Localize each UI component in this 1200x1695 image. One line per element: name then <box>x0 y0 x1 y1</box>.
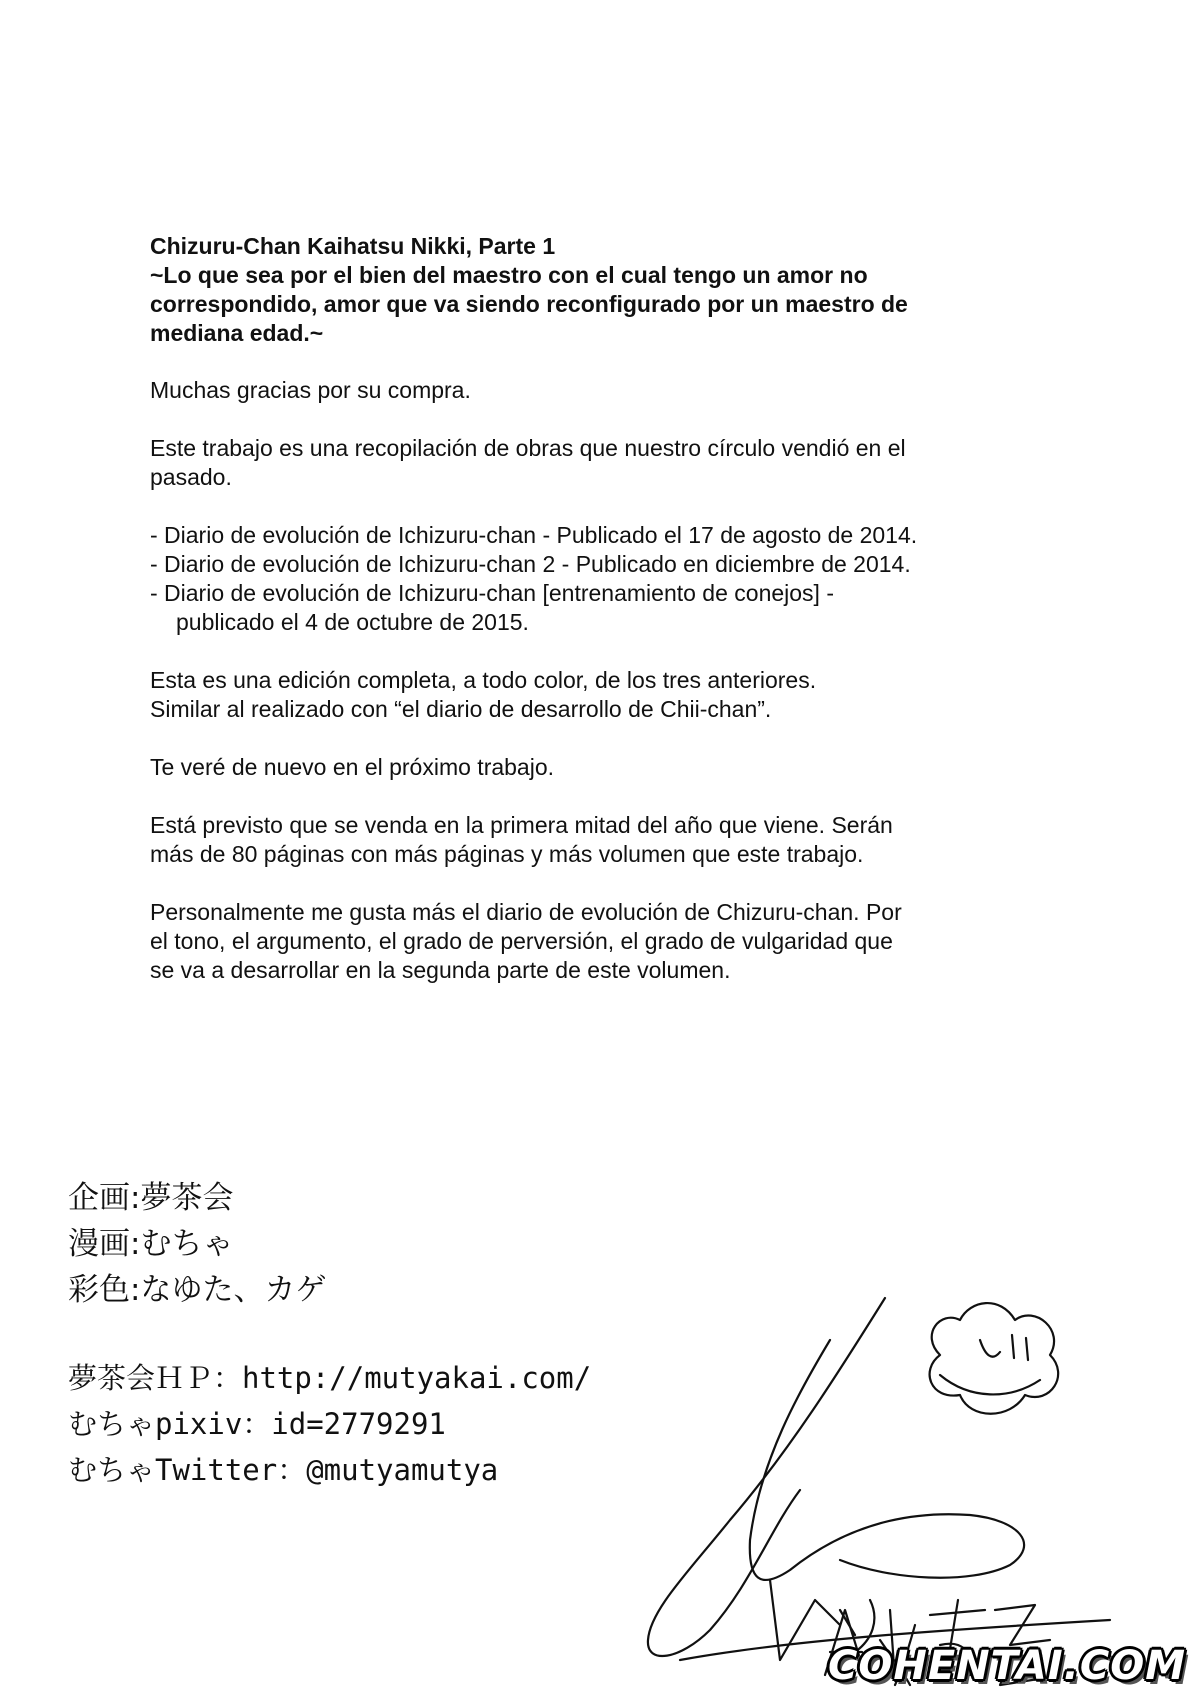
article-title: Chizuru-Chan Kaihatsu Nikki, Parte 1 <box>150 233 556 259</box>
edition-line: Similar al realizado con “el diario de desarrollo de Chii-chan”. <box>150 696 772 722</box>
subtitle-line: mediana edad.~ <box>150 320 324 346</box>
credit-planning: 企画:夢茶会 <box>68 1180 234 1216</box>
thanks-paragraph: Muchas gracias por su compra. <box>150 377 471 403</box>
works-list <box>150 521 1060 637</box>
works-list-continuation: publicado el 4 de octubre de 2015. <box>176 609 529 635</box>
works-list-item: - Diario de evolución de Ichizuru-chan 2 - Publicado en diciembre de 2014. <box>150 551 911 577</box>
next-work-paragraph <box>150 811 1060 869</box>
intro-paragraph <box>150 434 1060 492</box>
credit-coloring: 彩色:なゆた、カゲ <box>68 1272 327 1308</box>
edition-line: Esta es una edición completa, a todo color, de los tres anteriores. <box>150 667 817 693</box>
twitter-link[interactable]: むちゃTwitter：@mutyamutya <box>68 1453 499 1487</box>
opinion-line: el tono, el argumento, el grado de perversión, el grado de vulgaridad que <box>150 928 893 954</box>
intro-line: Este trabajo es una recopilación de obras que nuestro círculo vendió en el <box>150 435 906 461</box>
subtitle-line: correspondido, amor que va siendo reconfigurado por un maestro de <box>150 291 908 317</box>
article-subtitle <box>150 261 1060 348</box>
site-watermark: COHENTAI.COM <box>827 1643 1186 1689</box>
signature-stroke <box>980 1335 1028 1360</box>
homepage-link[interactable]: 夢茶会ＨＰ：http://mutyakai.com/ <box>68 1361 592 1395</box>
signature-stroke <box>750 1340 1024 1580</box>
works-list-item: - Diario de evolución de Ichizuru-chan - Publicado el 17 de agosto de 2014. <box>150 522 918 548</box>
works-list-item: - Diario de evolución de Ichizuru-chan [entrenamiento de conejos] - <box>150 580 834 606</box>
opinion-paragraph <box>150 898 1060 985</box>
subtitle-line: ~Lo que sea por el bien del maestro con el cual tengo un amor no <box>150 262 868 288</box>
opinion-line: se va a desarrollar en la segunda parte de este volumen. <box>150 957 731 983</box>
signature-stroke <box>940 1375 1040 1394</box>
intro-line: pasado. <box>150 464 232 490</box>
signature-stroke <box>930 1303 1059 1414</box>
opinion-line: Personalmente me gusta más el diario de evolución de Chizuru-chan. Por <box>150 899 902 925</box>
contact-links <box>68 1355 591 1493</box>
next-work-line: Está previsto que se venda en la primera mitad del año que viene. Serán <box>150 812 893 838</box>
see-you-paragraph: Te veré de nuevo en el próximo trabajo. <box>150 754 555 780</box>
credit-manga: 漫画:むちゃ <box>68 1226 234 1262</box>
afterword-article <box>150 232 1060 1014</box>
signature-stroke <box>648 1298 885 1656</box>
staff-credits <box>68 1175 326 1313</box>
edition-paragraph <box>150 666 1060 724</box>
pixiv-link[interactable]: むちゃpixiv：id=2779291 <box>68 1407 446 1441</box>
handwritten-signature <box>640 1280 1180 1690</box>
next-work-line: más de 80 páginas con más páginas y más volumen que este trabajo. <box>150 841 864 867</box>
